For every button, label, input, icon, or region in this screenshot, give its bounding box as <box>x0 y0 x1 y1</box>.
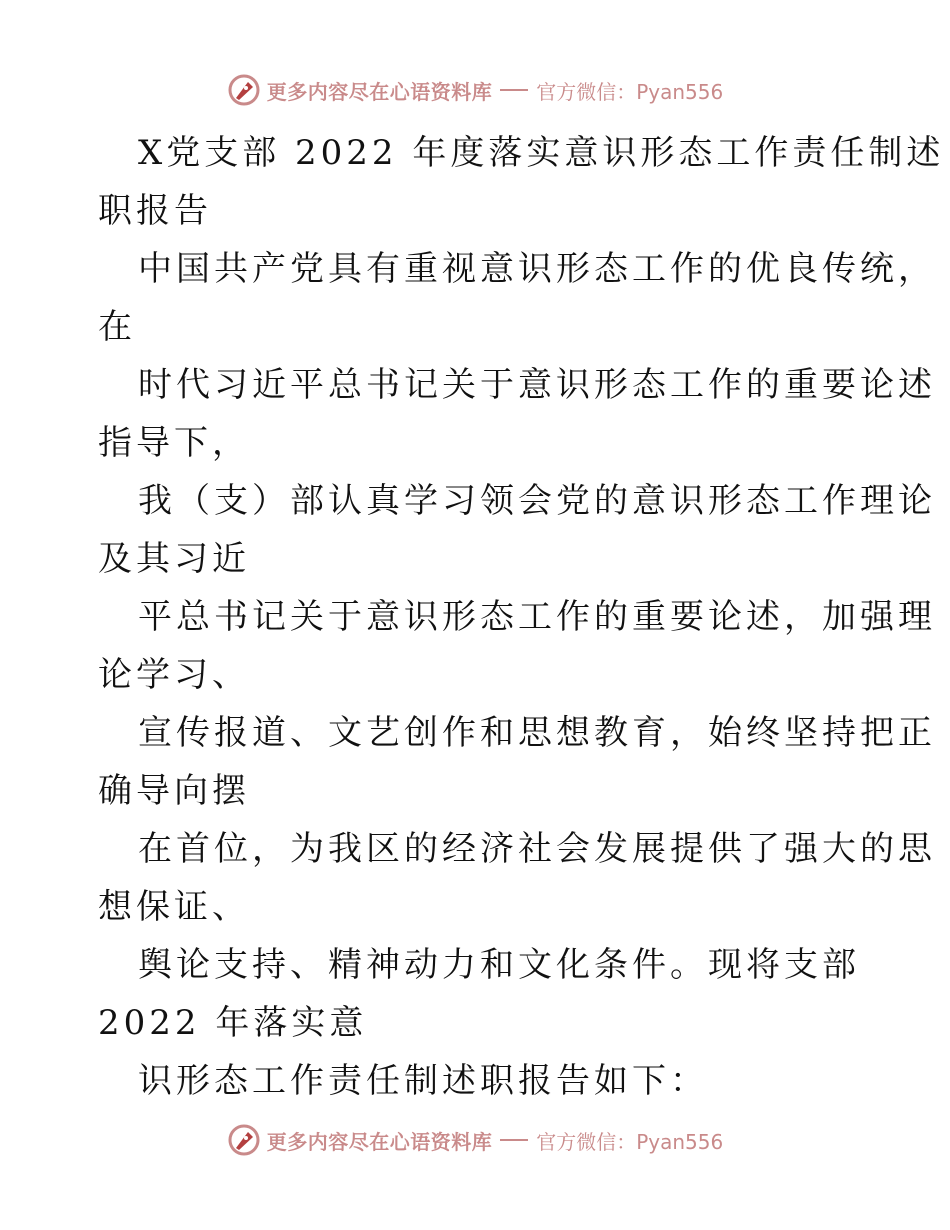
watermark-text: 更多内容尽在心语资料库 <box>266 79 493 104</box>
pen-nib-logo-icon <box>227 73 261 107</box>
watermark-text: 更多内容尽在心语资料库 <box>266 1129 493 1154</box>
document-body <box>98 124 945 1110</box>
footer-watermark <box>0 1120 950 1160</box>
watermark-contact: 官方微信：Pyan556 <box>536 1129 724 1154</box>
watermark-dash <box>500 1139 528 1141</box>
doc-paragraph-line: 舆论支持、精神动力和文化条件。现将支部 <box>138 945 860 985</box>
doc-paragraph-line: 及其习近 <box>98 539 250 579</box>
header-watermark <box>0 70 950 110</box>
doc-paragraph-line: 我（支）部认真学习领会党的意识形态工作理论 <box>138 481 936 521</box>
doc-paragraph-line: 平总书记关于意识形态工作的重要论述，加强理 <box>138 597 936 637</box>
doc-title-line: 职报告 <box>98 191 212 231</box>
doc-paragraph-line: 宣传报道、文艺创作和思想教育，始终坚持把正 <box>138 713 936 753</box>
doc-paragraph-line: 指导下， <box>98 423 250 463</box>
doc-paragraph-line: 在首位，为我区的经济社会发展提供了强大的思 <box>138 829 936 869</box>
watermark-contact: 官方微信：Pyan556 <box>536 79 724 104</box>
doc-paragraph-line: 中国共产党具有重视意识形态工作的优良传统， <box>138 249 936 289</box>
doc-paragraph-line: 论学习、 <box>98 655 250 695</box>
doc-paragraph-line: 时代习近平总书记关于意识形态工作的重要论述 <box>138 365 936 405</box>
doc-paragraph-line: 确导向摆 <box>98 771 250 811</box>
doc-paragraph-line: 识形态工作责任制述职报告如下： <box>138 1061 708 1101</box>
doc-paragraph-line: 想保证、 <box>98 887 250 927</box>
doc-paragraph-line: 2022 年落实意 <box>98 1003 368 1043</box>
watermark-dash <box>500 89 528 91</box>
doc-paragraph-line: 在 <box>98 307 136 347</box>
pen-nib-logo-icon <box>227 1123 261 1157</box>
doc-title-line: X党支部 2022 年度落实意识形态工作责任制述 <box>138 133 945 173</box>
